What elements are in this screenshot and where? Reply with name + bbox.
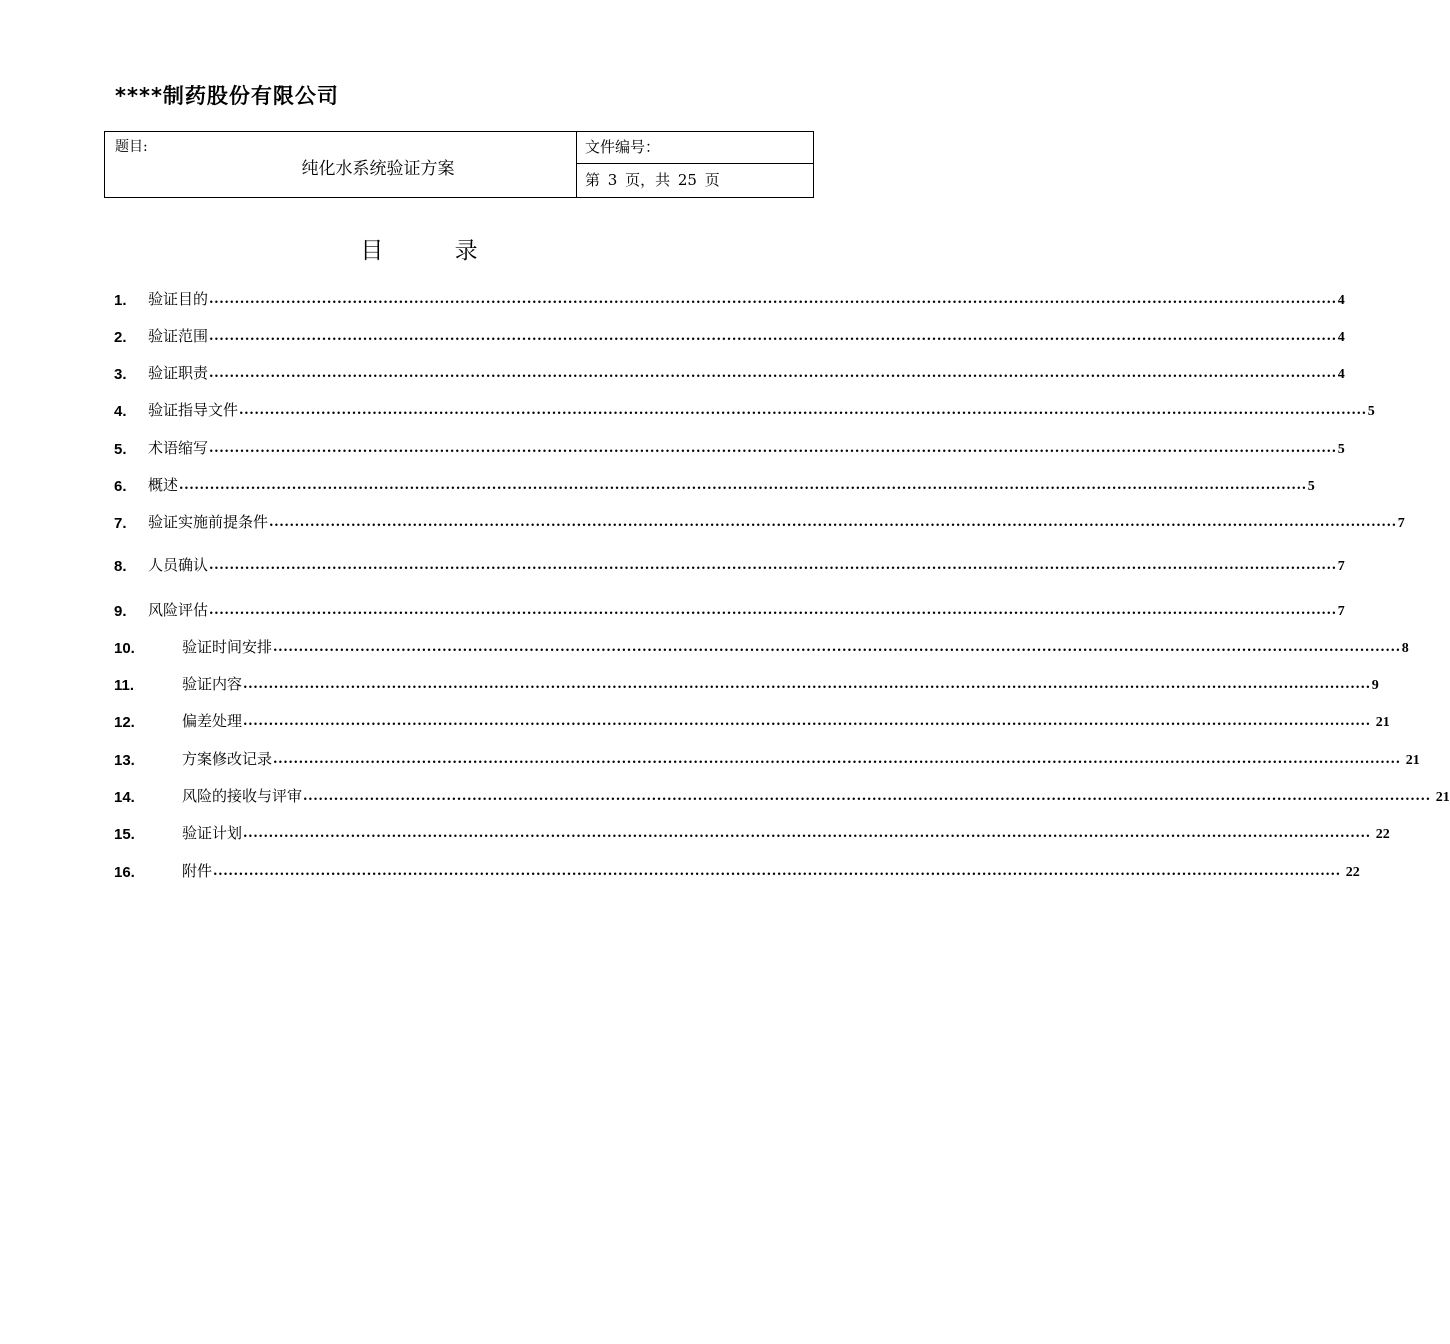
toc-entry-title: 验证目的 xyxy=(148,290,209,308)
toc-leader-dots: ............................................................................................................................................................................................................................ xyxy=(273,752,1401,767)
toc-entry[interactable] xyxy=(114,398,1375,420)
toc-entry-title: 附件 xyxy=(182,862,213,880)
toc-leader-dots: ............................................................................................................................................................................................................................ xyxy=(243,826,1371,841)
toc-entry-title: 验证内容 xyxy=(182,675,243,693)
company-name: ****制药股份有限公司 xyxy=(115,84,339,108)
toc-leader-dots: ............................................................................................................................................................................................................................ xyxy=(209,329,1337,344)
toc-entry-page: 5 xyxy=(1337,442,1345,457)
toc-entry-page: 7 xyxy=(1337,559,1345,574)
toc-entry-number: 2. xyxy=(114,329,127,346)
toc-entry-page: 21 xyxy=(1435,790,1450,805)
toc-entry[interactable] xyxy=(114,635,1409,657)
toc-entry-number: 13. xyxy=(114,752,135,769)
page-info-cell xyxy=(577,164,813,197)
toc-entry-number: 7. xyxy=(114,515,127,532)
toc-entry-page: 9 xyxy=(1371,678,1379,693)
toc-entry-page: 5 xyxy=(1307,479,1315,494)
toc-leader-dots: ............................................................................................................................................................................................................................ xyxy=(213,864,1341,879)
toc-entry[interactable] xyxy=(114,510,1405,532)
toc-entry[interactable] xyxy=(114,821,1390,843)
toc-entry-title: 风险评估 xyxy=(148,601,209,619)
toc-entry[interactable] xyxy=(114,859,1360,881)
toc-entry-number: 9. xyxy=(114,603,127,620)
toc-entry-number: 14. xyxy=(114,789,135,806)
toc-entry-title: 验证范围 xyxy=(148,327,209,345)
toc-entry[interactable] xyxy=(114,747,1420,769)
toc-entry[interactable] xyxy=(114,598,1345,620)
toc-entry-title: 验证职责 xyxy=(148,364,209,382)
doc-number-cell xyxy=(577,132,813,164)
toc-entry-page: 21 xyxy=(1405,753,1420,768)
toc-entry[interactable] xyxy=(114,672,1379,694)
toc-entry-number: 12. xyxy=(114,714,135,731)
toc-entry-page: 4 xyxy=(1337,330,1345,345)
toc-entry-page: 22 xyxy=(1375,827,1390,842)
toc-entry-title: 概述 xyxy=(148,476,179,494)
document-title: 纯化水系统验证方案 xyxy=(301,159,455,179)
toc-entry[interactable] xyxy=(114,709,1390,731)
toc-leader-dots: ............................................................................................................................................................................................................................ xyxy=(209,603,1337,618)
toc-entry-title: 人员确认 xyxy=(148,556,209,574)
toc-leader-dots: ............................................................................................................................................................................................................................ xyxy=(273,640,1401,655)
toc-entry[interactable] xyxy=(114,324,1345,346)
toc-leader-dots: ............................................................................................................................................................................................................................ xyxy=(209,292,1337,307)
toc-entry-title: 偏差处理 xyxy=(182,712,243,730)
toc-entry-number: 3. xyxy=(114,366,127,383)
toc-entry-title: 验证指导文件 xyxy=(148,401,239,419)
subject-label: 题目: xyxy=(115,139,148,155)
toc-title: 目 录 xyxy=(360,238,510,264)
toc-leader-dots: ............................................................................................................................................................................................................................ xyxy=(303,789,1431,804)
toc-entry-number: 11. xyxy=(114,677,135,694)
toc-entry[interactable] xyxy=(114,553,1345,575)
toc-entry-number: 6. xyxy=(114,478,127,495)
document-header-table xyxy=(104,131,814,198)
page-info: 第 3 页，共 25 页 xyxy=(585,171,720,189)
toc-leader-dots: ............................................................................................................................................................................................................................ xyxy=(269,515,1397,530)
toc-leader-dots: ............................................................................................................................................................................................................................ xyxy=(243,677,1371,692)
toc-entry-number: 4. xyxy=(114,403,127,420)
toc-leader-dots: ............................................................................................................................................................................................................................ xyxy=(239,403,1367,418)
toc-leader-dots: ............................................................................................................................................................................................................................ xyxy=(209,366,1337,381)
toc-leader-dots: ............................................................................................................................................................................................................................ xyxy=(179,478,1307,493)
toc-entry-number: 10. xyxy=(114,640,135,657)
toc-entry[interactable] xyxy=(114,436,1345,458)
toc-entry-number: 1. xyxy=(114,292,127,309)
toc-leader-dots: ............................................................................................................................................................................................................................ xyxy=(243,714,1371,729)
toc-entry-number: 16. xyxy=(114,864,135,881)
toc-entry-number: 5. xyxy=(114,441,127,458)
toc-entry-page: 21 xyxy=(1375,715,1390,730)
toc-entry[interactable] xyxy=(114,361,1345,383)
toc-entry-title: 验证计划 xyxy=(182,824,243,842)
toc-leader-dots: ............................................................................................................................................................................................................................ xyxy=(209,558,1337,573)
toc-entry-page: 22 xyxy=(1345,865,1360,880)
toc-entry-page: 7 xyxy=(1397,516,1405,531)
toc-entry[interactable] xyxy=(114,287,1345,309)
toc-entry-page: 7 xyxy=(1337,604,1345,619)
subject-cell xyxy=(105,132,577,197)
toc-entry-title: 术语缩写 xyxy=(148,439,209,457)
toc-entry-page: 4 xyxy=(1337,367,1345,382)
toc-entry-page: 8 xyxy=(1401,641,1409,656)
toc-leader-dots: ............................................................................................................................................................................................................................ xyxy=(209,441,1337,456)
toc-entry-title: 验证实施前提条件 xyxy=(148,513,269,531)
toc-entry-page: 5 xyxy=(1367,404,1375,419)
toc-entry[interactable] xyxy=(114,473,1315,495)
toc-entry-title: 验证时间安排 xyxy=(182,638,273,656)
toc-entry-number: 8. xyxy=(114,558,127,575)
toc-entry-title: 风险的接收与评审 xyxy=(182,787,303,805)
doc-number-label: 文件编号： xyxy=(585,138,661,156)
toc-entry[interactable] xyxy=(114,784,1450,806)
toc-entry-number: 15. xyxy=(114,826,135,843)
toc-entry-title: 方案修改记录 xyxy=(182,750,273,768)
toc-entry-page: 4 xyxy=(1337,293,1345,308)
